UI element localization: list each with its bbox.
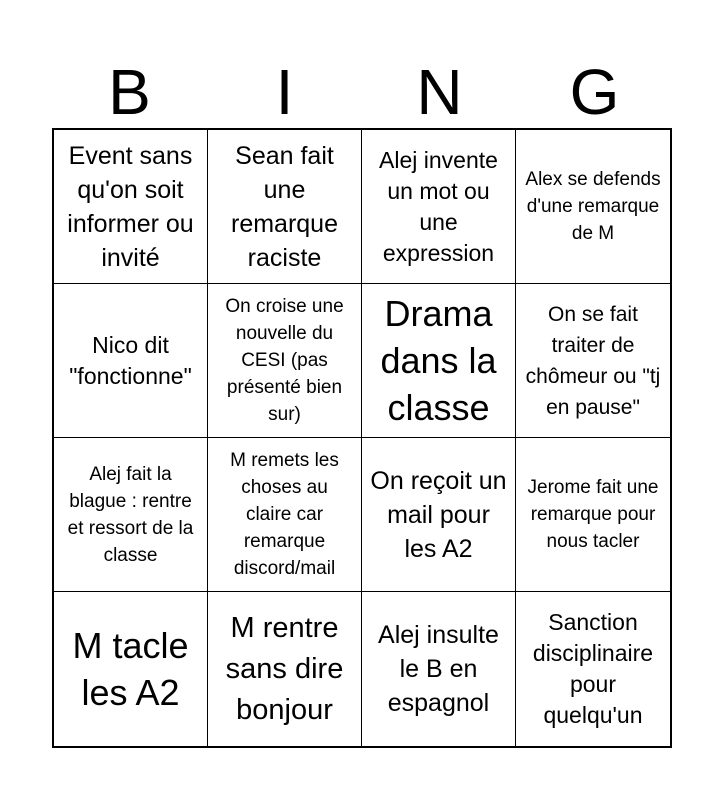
bingo-cell-text: Alex se defends d'une remarque de M bbox=[525, 169, 661, 244]
bingo-cell-3-1[interactable] bbox=[54, 438, 208, 592]
bingo-cell-2-3[interactable] bbox=[362, 284, 516, 438]
header-letter-i: I bbox=[275, 56, 294, 128]
bingo-cell-2-1[interactable] bbox=[54, 284, 208, 438]
bingo-cell-text: Alej insulte le B en espagnol bbox=[378, 621, 499, 717]
bingo-cell-text: Sean fait une remarque raciste bbox=[231, 141, 338, 272]
bingo-cell-2-2[interactable] bbox=[208, 284, 362, 438]
bingo-cell-text: Alej fait la blague : rentre et ressort de la classe bbox=[67, 463, 194, 566]
bingo-cell-text: Sanction disciplinaire pour quelqu'un bbox=[532, 609, 654, 728]
bingo-cell-text: M remets les choses au claire car remarque discord/mail bbox=[230, 450, 339, 579]
bingo-cell-text: Alej invente un mot ou une expression bbox=[379, 146, 498, 266]
bingo-cell-4-3[interactable] bbox=[362, 592, 516, 746]
header-letter-n: N bbox=[416, 56, 463, 128]
bingo-cell-1-2[interactable] bbox=[208, 130, 362, 284]
bingo-cell-text: M rentre sans dire bonjour bbox=[225, 611, 344, 726]
bingo-cell-text: Drama dans la classe bbox=[380, 293, 497, 428]
bingo-cell-text: M tacle les A2 bbox=[72, 625, 189, 713]
bingo-cell-text: On reçoit un mail pour les A2 bbox=[370, 466, 507, 563]
bingo-cell-text: On croise une nouvelle du CESI (pas présenté bien sur) bbox=[225, 296, 344, 425]
bingo-cell-1-1[interactable] bbox=[54, 130, 208, 284]
bingo-board bbox=[52, 128, 672, 748]
header-letter-b: B bbox=[108, 56, 151, 128]
bingo-cell-3-3[interactable] bbox=[362, 438, 516, 592]
bingo-cell-3-4[interactable] bbox=[516, 438, 670, 592]
bingo-cell-4-2[interactable] bbox=[208, 592, 362, 746]
bingo-cell-text: Jerome fait une remarque pour nous tacler bbox=[527, 477, 659, 552]
bingo-cell-2-4[interactable] bbox=[516, 284, 670, 438]
bingo-cell-1-3[interactable] bbox=[362, 130, 516, 284]
bingo-cell-text: Event sans qu'on soit informer ou invité bbox=[67, 141, 194, 272]
bingo-cell-text: On se fait traiter de chômeur ou "tj en pause" bbox=[525, 302, 661, 419]
bingo-cell-1-4[interactable] bbox=[516, 130, 670, 284]
bingo-cell-4-4[interactable] bbox=[516, 592, 670, 746]
bingo-cell-text: Nico dit "fonctionne" bbox=[69, 331, 192, 389]
bingo-cell-3-2[interactable] bbox=[208, 438, 362, 592]
bingo-header bbox=[52, 58, 672, 126]
header-letter-g: G bbox=[569, 56, 620, 128]
bingo-cell-4-1[interactable] bbox=[54, 592, 208, 746]
